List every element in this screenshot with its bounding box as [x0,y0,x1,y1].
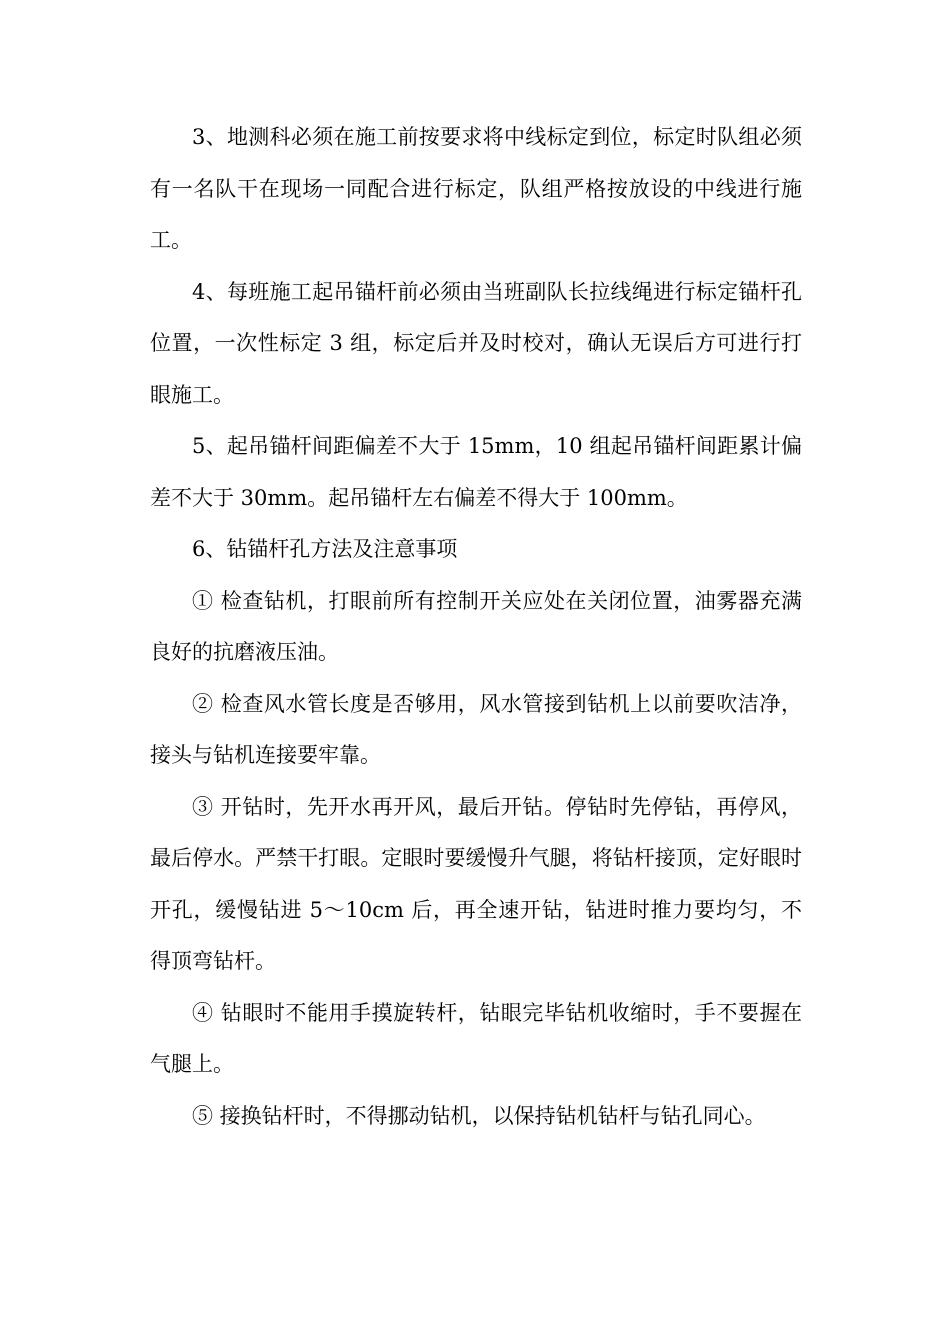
paragraph-step-1: ① 检查钻机，打眼前所有控制开关应处在关闭位置，油雾器充满良好的抗磨液压油。 [150,588,802,664]
paragraph-item-6-heading: 6、钻锚杆孔方法及注意事项 [192,537,458,561]
paragraph-item-5: 5、起吊锚杆间距偏差不大于 15mm，10 组起吊锚杆间距累计偏差不大于 30mm。起吊锚杆左右偏差不得大于 100mm。 [150,434,802,510]
paragraph-step-2: ② 检查风水管长度是否够用，风水管接到钻机上以前要吹洁净，接头与钻机连接要牢靠。 [150,691,802,767]
paragraph-step-3: ③ 开钻时，先开水再开风，最后开钻。停钻时先停钻，再停风，最后停水。严禁干打眼。定眼时要缓慢升气腿，将钻杆接顶，定好眼时开孔，缓慢钻进 5～10cm 后，再全速开钻，钻进时推力要均匀，不得顶弯钻杆。 [150,794,802,973]
paragraph-item-4: 4、每班施工起吊锚杆前必须由当班副队长拉线绳进行标定锚杆孔位置，一次性标定 3 组，标定后并及时校对，确认无误后方可进行打眼施工。 [150,279,802,407]
paragraph-step-4: ④ 钻眼时不能用手摸旋转杆，钻眼完毕钻机收缩时，手不要握在气腿上。 [150,1000,802,1076]
paragraph-step-5: ⑤ 接换钻杆时，不得挪动钻机，以保持钻机钻杆与钻孔同心。 [192,1103,766,1128]
paragraph-item-3: 3、地测科必须在施工前按要求将中线标定到位，标定时队组必须有一名队干在现场一同配合进行标定，队组严格按放设的中线进行施工。 [150,125,802,252]
document-body [150,112,802,1142]
